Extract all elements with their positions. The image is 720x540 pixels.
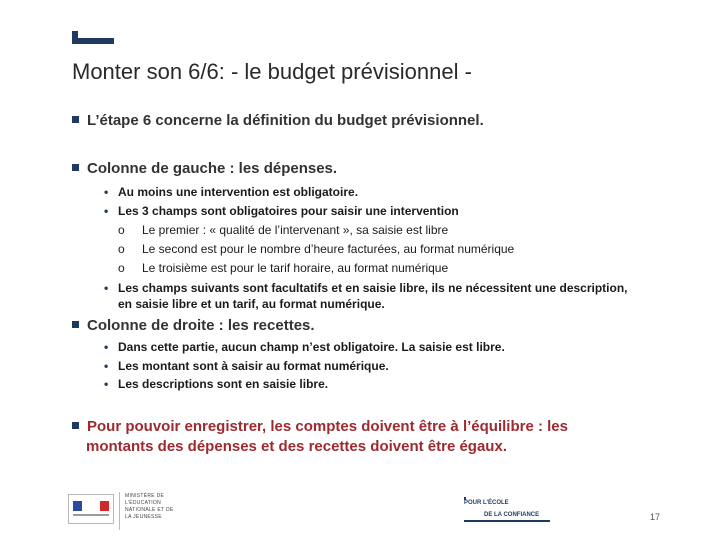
ministry-logo-text: MINISTÈRE DE L’ÉDUCATION NATIONALE ET DE LA JEUNESSE [125, 493, 174, 520]
ecole-confiance-logo [462, 497, 554, 523]
dot-bullet-icon: • [104, 204, 109, 218]
left-sub-2: o Le second est pour le nombre d’heure facturées, au format numérique [118, 242, 515, 256]
left-bullet-3: • Les champs suivants sont facultatifs et en saisie libre, ils ne nécessitent une description, en saisie libre et un tarif, au format numérique. [104, 281, 628, 311]
dot-bullet-icon: • [104, 359, 109, 373]
title-accent-bar [72, 38, 114, 44]
bullet-left-heading: Colonne de gauche : les dépenses. [72, 160, 337, 177]
bullet-step: L’étape 6 concerne la définition du budget prévisionnel. [72, 112, 484, 129]
square-bullet-icon [72, 422, 79, 429]
left-sub-3: o Le troisième est pour le tarif horaire, au format numérique [118, 261, 449, 275]
square-bullet-icon [72, 321, 79, 328]
circle-bullet-icon: o [118, 223, 125, 237]
circle-bullet-icon: o [118, 261, 125, 275]
ministry-logo [63, 492, 181, 530]
dot-bullet-icon: • [104, 377, 109, 391]
dot-bullet-icon: • [104, 185, 109, 199]
page-number: 17 [650, 512, 661, 522]
right-bullet-3: • Les descriptions sont en saisie libre. [104, 377, 329, 391]
square-bullet-icon [72, 116, 79, 123]
dot-bullet-icon: • [104, 340, 109, 354]
left-bullet-1: • Au moins une intervention est obligatoire. [104, 185, 359, 199]
right-bullet-2: • Les montant sont à saisir au format numérique. [104, 359, 389, 373]
logo2-line-2: DE LA CONFIANCE [484, 512, 540, 518]
slide-title: Monter son 6/6: - le budget prévisionnel - [72, 59, 472, 84]
logo-separator [119, 492, 120, 530]
square-bullet-icon [72, 164, 79, 171]
bullet-right-heading: Colonne de droite : les recettes. [72, 317, 315, 334]
circle-bullet-icon: o [118, 242, 125, 256]
bullet-balance: Pour pouvoir enregistrer, les comptes doivent être à l’équilibre : les montants des dépenses et des recettes doivent être égaux. [72, 417, 672, 457]
marianne-flag-icon [68, 494, 114, 524]
logo2-line-1: POUR L’ÉCOLE [464, 500, 509, 506]
right-bullet-1: • Dans cette partie, aucun champ n’est obligatoire. La saisie est libre. [104, 340, 505, 354]
dot-bullet-icon: • [104, 281, 109, 295]
left-bullet-2: • Les 3 champs sont obligatoires pour saisir une intervention [104, 204, 459, 218]
left-sub-1: o Le premier : « qualité de l’intervenant », sa saisie est libre [118, 223, 449, 237]
